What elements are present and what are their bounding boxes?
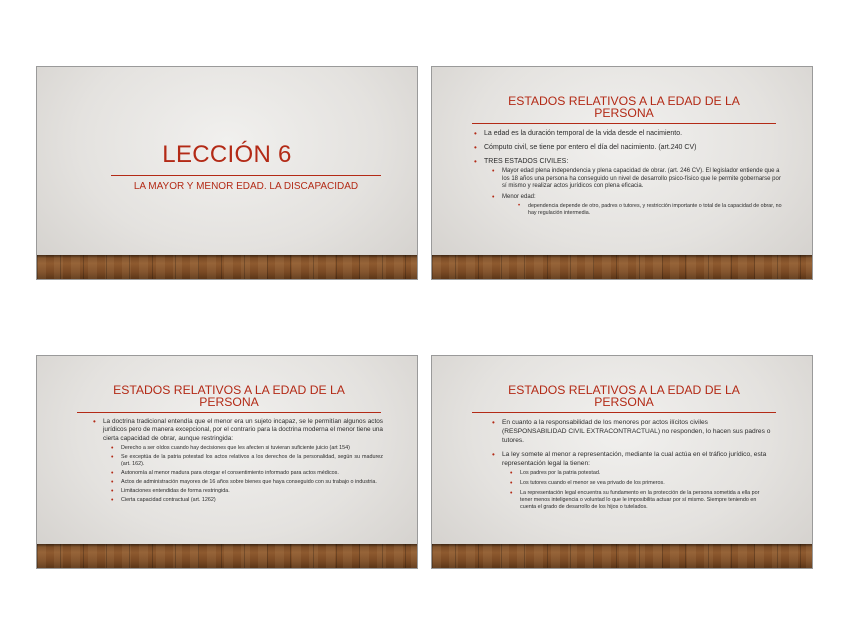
slide-title: [77, 384, 381, 408]
title-divider: [77, 412, 381, 413]
sub-bullet-text: Menor edad:: [502, 193, 536, 200]
sub-bullet-item: • Los tutores cuando el menor se vea privado de los primeros.: [502, 480, 772, 487]
sub-bullet-item: [484, 194, 784, 217]
bullet-item: • Cómputo civil, se tiene por entero el día del nacimiento. (art.240 CV): [474, 143, 784, 152]
title-divider: [472, 123, 776, 124]
slide-title: LECCIÓN 6: [162, 141, 292, 168]
sub-bullet-item: • Mayor edad plena independencia y plena capacidad de obrar. (art. 246 CV). El legislador entiende que a los 18 años una persona ha conseguido un nivel de desarrollo psico-físico que le permite gobernarse por sí mismo y realizar actos jurídicos con plena eficacia.: [484, 168, 784, 191]
wood-floor-decoration: [37, 544, 417, 568]
slide-title-line-2: PERSONA: [199, 395, 259, 409]
slide-2: [431, 66, 813, 280]
sub-bullet-item: • La representación legal encuentra su fundamento en la protección de la persona sometida a ella por tener menos inteligencia o voluntad lo que le imposibilita actuar por sí mismo. Siempre teniendo en cuenta el grado de desarrollo de los hijos o tutelados.: [502, 490, 772, 511]
sub-bullet-item: • Los padres por la patria potestad.: [502, 470, 772, 477]
slide-title-line-1: ESTADOS RELATIVOS A LA EDAD DE LA: [508, 383, 740, 397]
slide-title-line-2: PERSONA: [594, 106, 654, 120]
sub-bullet-item: • Actos de administración mayores de 16 años sobre bienes que haya conseguido con su trabajo o industria.: [103, 479, 383, 486]
bullet-text: La doctrina tradicional entendía que el menor era un sujeto incapaz, se le permitían algunos actos jurídicos pero de manera excepcional, por el contrario para la doctrina moderna el menor tiene una cierta capacidad de obrar, aunque restringida:: [103, 418, 383, 442]
sub-sub-bullet-item: • dependencia depende de otro, padres o tutores, y restricción importante o total de la capacidad de obrar, no hay regulación intermedia.: [502, 203, 784, 216]
slide-title-line-1: ESTADOS RELATIVOS A LA EDAD DE LA: [113, 383, 345, 397]
sub-bullet-item: • Se exceptúa de la patria potestad los actos relativos a los derechos de la personalidad, según su madurez (art. 162).: [103, 454, 383, 468]
wood-floor-decoration: [37, 255, 417, 279]
title-divider: [472, 412, 776, 413]
slide-title: [472, 384, 776, 408]
slide-1: [36, 66, 418, 280]
slide-body: [492, 418, 772, 516]
bullet-item: • La edad es la duración temporal de la vida desde el nacimiento.: [474, 129, 784, 138]
slide-title: [472, 95, 776, 119]
bullet-text: TRES ESTADOS CIVILES:: [484, 158, 569, 165]
title-divider: [111, 175, 381, 176]
sub-bullet-item: • Autonomía al menor madura para otorgar el consentimiento informado para actos médicos.: [103, 470, 383, 477]
bullet-item: [93, 418, 383, 504]
slide-title-line-2: PERSONA: [594, 395, 654, 409]
bullet-item: [492, 450, 772, 511]
bullet-item: • En cuanto a la responsabilidad de los menores por actos ilícitos civiles (RESPONSABILIDAD CIVIL EXTRACONTRACTUAL) no responden, lo hacen sus padres o tutores.: [492, 418, 772, 445]
slide-body: [474, 129, 784, 221]
sub-bullet-item: • Derecho a ser oídos cuando hay decisiones que les afecten si tuvieran suficiente juicio (art 154): [103, 445, 383, 452]
sub-bullet-item: • Cierta capacidad contractual (art. 1262): [103, 497, 383, 504]
bullet-item: [474, 157, 784, 216]
slide-title-line-1: ESTADOS RELATIVOS A LA EDAD DE LA: [508, 94, 740, 108]
wood-floor-decoration: [432, 255, 812, 279]
slide-subtitle: LA MAYOR Y MENOR EDAD. LA DISCAPACIDAD: [133, 181, 359, 192]
slide-4: [431, 355, 813, 569]
bullet-text: La ley somete al menor a representación, mediante la cual actúa en el tráfico jurídico, esta representación legal la tienen:: [502, 451, 767, 467]
sub-bullet-item: • Limitaciones entendidas de forma restringida.: [103, 488, 383, 495]
slide-3: [36, 355, 418, 569]
slide-body: [93, 418, 383, 509]
wood-floor-decoration: [432, 544, 812, 568]
